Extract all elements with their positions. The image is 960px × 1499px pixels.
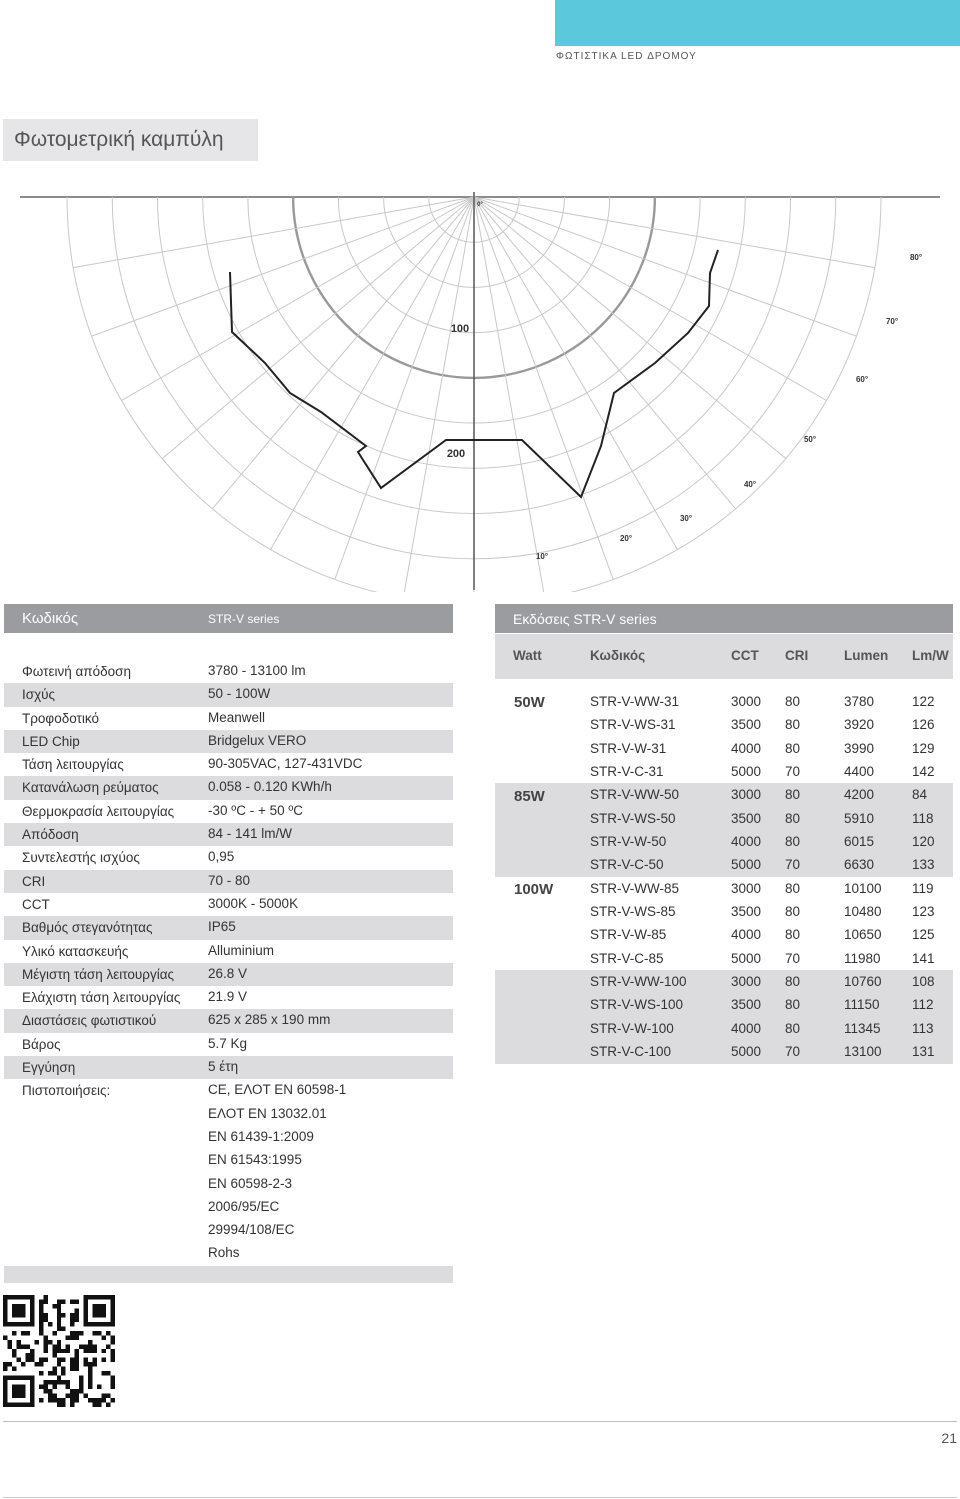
version-cell: 10100	[844, 880, 882, 896]
version-cell: 123	[912, 904, 935, 920]
version-cell: STR-V-W-100	[590, 1020, 674, 1036]
version-cell: 5000	[731, 1044, 762, 1060]
version-cell: 80	[785, 880, 801, 896]
version-cell: 6630	[844, 857, 875, 873]
version-cell: STR-V-WS-100	[590, 997, 684, 1013]
spec-value: 5.7 Kg	[208, 1035, 248, 1051]
bottom-divider	[3, 1497, 957, 1498]
angle-label: 60°	[855, 375, 869, 384]
spec-row	[4, 1126, 453, 1149]
spec-key: Τροφοδοτικό	[22, 710, 99, 726]
spec-key: Μέγιστη τάση λειτουργίας	[22, 966, 175, 982]
version-cell: 70	[785, 1044, 801, 1060]
spec-value: 84 - 141 lm/W	[208, 826, 293, 842]
spec-value: 29994/108/EC	[208, 1222, 295, 1238]
ring-label: 200	[446, 448, 466, 460]
angle-label: 80°	[909, 253, 923, 262]
spec-header-key: Κωδικός	[22, 610, 79, 627]
spec-row	[4, 986, 453, 1009]
section-title: Φωτομετρική καμπύλη	[3, 119, 258, 161]
version-cell: 11980	[844, 950, 881, 966]
version-cell: 3000	[731, 880, 762, 896]
version-cell: 3500	[731, 904, 762, 920]
spec-row	[4, 940, 453, 963]
ring-label: 100	[450, 323, 470, 335]
polar-radial	[474, 197, 875, 268]
version-cell: 10760	[844, 974, 882, 990]
version-cell: 120	[912, 834, 935, 850]
spec-value: Rohs	[208, 1245, 240, 1261]
angle-label: 40°	[743, 480, 757, 489]
version-cell: 3000	[731, 694, 762, 709]
spec-table	[4, 604, 453, 1283]
version-cell: 80	[785, 927, 801, 943]
version-row	[495, 830, 953, 853]
spec-key: Κατανάλωση ρεύματος	[22, 780, 159, 796]
spec-row	[4, 1173, 453, 1196]
spec-key: Ισχύς	[22, 687, 56, 703]
version-cell: 10480	[844, 904, 882, 920]
version-cell: 119	[912, 880, 934, 896]
version-cell: 80	[785, 717, 801, 733]
spec-row	[4, 1196, 453, 1219]
watt-group-50: 50W	[514, 694, 545, 711]
version-cell: 13100	[844, 1044, 882, 1060]
spec-header-value: STR-V series	[208, 612, 280, 626]
version-cell: STR-V-WW-100	[590, 974, 687, 990]
spec-row	[4, 1242, 453, 1265]
spec-row	[4, 1033, 453, 1056]
col-code: Κωδικός	[590, 648, 646, 663]
versions-table-header	[495, 604, 953, 633]
version-cell: 5910	[844, 810, 875, 826]
versions-table	[495, 604, 953, 1064]
version-row	[495, 970, 953, 993]
spec-value: CE, ΕΛΟΤ EN 60598-1	[208, 1082, 347, 1098]
version-cell: 3780	[844, 694, 875, 709]
version-cell: 126	[912, 717, 935, 733]
version-cell: 11150	[844, 997, 880, 1013]
spec-row	[4, 707, 453, 730]
spec-value: 21.9 V	[208, 989, 248, 1005]
spec-row	[4, 753, 453, 776]
angle-label: 10°	[535, 552, 549, 561]
angle-label: 70°	[885, 317, 899, 326]
spec-key: Εγγύηση	[22, 1060, 76, 1076]
version-cell: STR-V-C-100	[590, 1044, 672, 1060]
version-cell: 108	[912, 974, 935, 990]
version-cell: 70	[785, 764, 801, 780]
spec-value: Meanwell	[208, 709, 266, 725]
spec-row	[4, 1079, 453, 1102]
spec-value: Bridgelux VERO	[208, 732, 307, 748]
version-cell: 112	[912, 997, 934, 1013]
polar-radial	[403, 197, 474, 592]
spec-row	[4, 1056, 453, 1079]
watt-group-85: 85W	[514, 788, 545, 805]
version-cell: 141	[912, 950, 935, 966]
spec-row	[4, 1219, 453, 1242]
version-cell: 3500	[731, 997, 762, 1013]
spec-value: 2006/95/EC	[208, 1198, 280, 1214]
version-cell: 5000	[731, 950, 762, 966]
version-cell: 131	[912, 1044, 935, 1060]
angle-label: 50°	[803, 435, 817, 444]
version-cell: 11345	[844, 1020, 881, 1036]
version-cell: 80	[785, 694, 801, 709]
version-cell: 70	[785, 857, 801, 873]
version-cell: 3990	[844, 740, 875, 756]
page-number: 21	[941, 1430, 957, 1446]
angle-label: 0°	[477, 202, 483, 208]
version-row	[495, 737, 953, 760]
spec-value: 0.058 - 0.120 KWh/h	[208, 779, 332, 795]
spec-key: LED Chip	[22, 733, 80, 749]
polar-labels	[447, 202, 922, 561]
version-cell: 5000	[731, 857, 762, 873]
version-cell: 70	[785, 950, 801, 966]
spec-key: Βαθμός στεγανότητας	[22, 920, 153, 936]
version-row	[495, 1040, 953, 1063]
header-accent-bar	[555, 0, 960, 46]
spec-value: 625 x 285 x 190 mm	[208, 1012, 331, 1028]
angle-label: 20°	[619, 534, 633, 543]
spec-row	[4, 870, 453, 893]
col-lmw: Lm/W	[912, 648, 949, 663]
spec-value: 5 έτη	[208, 1059, 239, 1075]
spec-row	[4, 1149, 453, 1172]
spec-value: EN 61439-1:2009	[208, 1128, 314, 1144]
versions-columns	[495, 634, 953, 679]
col-cri: CRI	[785, 648, 809, 663]
version-cell: 80	[785, 787, 801, 803]
version-cell: 142	[912, 764, 935, 780]
spec-row	[4, 1103, 453, 1126]
spec-row	[4, 776, 453, 799]
version-row	[495, 783, 953, 806]
version-row	[495, 713, 953, 736]
spec-value: -30 ºC - + 50 ºC	[208, 802, 304, 818]
header-category: ΦΩΤΙΣΤΙΚΑ LED ΔΡΟΜΟΥ	[556, 51, 697, 62]
spec-row	[4, 823, 453, 846]
version-row	[495, 690, 953, 713]
photometric-curve-diagram	[0, 180, 960, 592]
spec-row	[4, 916, 453, 939]
spec-row	[4, 800, 453, 823]
version-cell: 3500	[731, 810, 762, 826]
col-lumen: Lumen	[844, 648, 889, 663]
version-cell: 129	[912, 740, 935, 756]
spec-row	[4, 846, 453, 869]
versions-title: Εκδόσεις STR-V series	[513, 611, 657, 627]
version-cell: STR-V-WW-85	[590, 880, 680, 896]
spec-key: Υλικό κατασκευής	[22, 943, 129, 959]
spec-row	[4, 963, 453, 986]
version-row	[495, 923, 953, 946]
spec-key: Ελάχιστη τάση λειτουργίας	[22, 990, 181, 1006]
spec-value: 3780 - 13100 lm	[208, 663, 306, 678]
qr-code	[3, 1295, 115, 1407]
version-cell: 113	[912, 1020, 934, 1036]
spec-row	[4, 1009, 453, 1032]
version-cell: STR-V-C-31	[590, 764, 664, 780]
version-cell: STR-V-WS-50	[590, 810, 676, 826]
spec-key: Πιστοποιήσεις:	[22, 1083, 111, 1099]
version-cell: STR-V-C-85	[590, 950, 664, 966]
version-cell: 80	[785, 740, 801, 756]
version-cell: STR-V-C-50	[590, 857, 664, 873]
version-cell: STR-V-WS-85	[590, 904, 676, 920]
spec-value: 3000K - 5000K	[208, 895, 299, 911]
spec-key: Βάρος	[22, 1036, 61, 1052]
spec-value: Alluminium	[208, 942, 275, 958]
spec-key: CCT	[22, 896, 50, 912]
version-cell: STR-V-WW-50	[590, 787, 680, 803]
version-cell: 122	[912, 694, 935, 709]
version-cell: 3500	[731, 717, 762, 733]
spec-value: 0,95	[208, 849, 235, 865]
spec-value: IP65	[208, 919, 236, 935]
spec-value: ΕΛΟΤ EN 13032.01	[208, 1105, 327, 1121]
spec-row	[4, 660, 453, 683]
version-cell: 80	[785, 834, 801, 850]
version-cell: STR-V-WW-31	[590, 694, 680, 709]
version-cell: 80	[785, 997, 801, 1013]
version-row	[495, 760, 953, 783]
spec-value: EN 60598-2-3	[208, 1175, 293, 1191]
version-cell: 84	[912, 787, 928, 803]
version-cell: 80	[785, 974, 801, 990]
version-cell: STR-V-W-85	[590, 927, 667, 943]
version-cell: 4000	[731, 834, 762, 850]
polar-radial	[474, 197, 545, 592]
version-cell: STR-V-WS-31	[590, 717, 676, 733]
version-cell: 3000	[731, 787, 762, 803]
footer-divider	[3, 1421, 957, 1422]
version-row	[495, 853, 953, 876]
version-cell: 6015	[844, 834, 875, 850]
spec-value: 90-305VAC, 127-431VDC	[208, 756, 363, 772]
version-cell: 80	[785, 1020, 801, 1036]
version-cell: 4000	[731, 927, 762, 943]
spec-value: 50 - 100W	[208, 686, 271, 702]
version-cell: STR-V-W-31	[590, 740, 667, 756]
version-cell: 125	[912, 927, 935, 943]
version-cell: 4400	[844, 764, 875, 780]
version-row	[495, 993, 953, 1016]
version-cell: 4000	[731, 1020, 762, 1036]
version-cell: 3000	[731, 974, 762, 990]
spec-key: Διαστάσεις φωτιστικού	[22, 1013, 157, 1029]
polar-grid	[20, 192, 940, 592]
version-cell: STR-V-W-50	[590, 834, 667, 850]
spec-value: 26.8 V	[208, 965, 248, 981]
version-cell: 3920	[844, 717, 875, 733]
spec-table-header	[4, 604, 453, 633]
spec-row	[4, 730, 453, 753]
version-row	[495, 947, 953, 970]
spec-key: Συντελεστής ισχύος	[22, 850, 140, 866]
version-cell: 118	[912, 810, 934, 826]
spec-key: CRI	[22, 873, 46, 889]
version-row	[495, 807, 953, 830]
spec-value: 70 - 80	[208, 872, 251, 888]
version-row	[495, 900, 953, 923]
col-cct: CCT	[731, 648, 759, 663]
angle-label: 30°	[679, 514, 693, 523]
version-cell: 80	[785, 904, 801, 920]
spec-row	[4, 893, 453, 916]
spec-value: EN 61543:1995	[208, 1152, 302, 1168]
version-row	[495, 877, 953, 900]
version-cell: 10650	[844, 927, 882, 943]
spec-key: Τάση λειτουργίας	[22, 757, 124, 773]
version-cell: 4200	[844, 787, 875, 803]
version-row	[495, 1017, 953, 1040]
version-cell: 5000	[731, 764, 762, 780]
spec-key: Φωτεινή απόδοση	[22, 664, 131, 679]
spec-row	[4, 683, 453, 706]
col-watt: Watt	[513, 648, 542, 663]
version-cell: 4000	[731, 740, 762, 756]
polar-radial	[73, 197, 474, 268]
spec-key: Απόδοση	[22, 827, 79, 843]
version-cell: 80	[785, 810, 801, 826]
watt-group-100: 100W	[514, 881, 554, 898]
spec-key: Θερμοκρασία λειτουργίας	[22, 803, 175, 819]
version-cell: 133	[912, 857, 935, 873]
